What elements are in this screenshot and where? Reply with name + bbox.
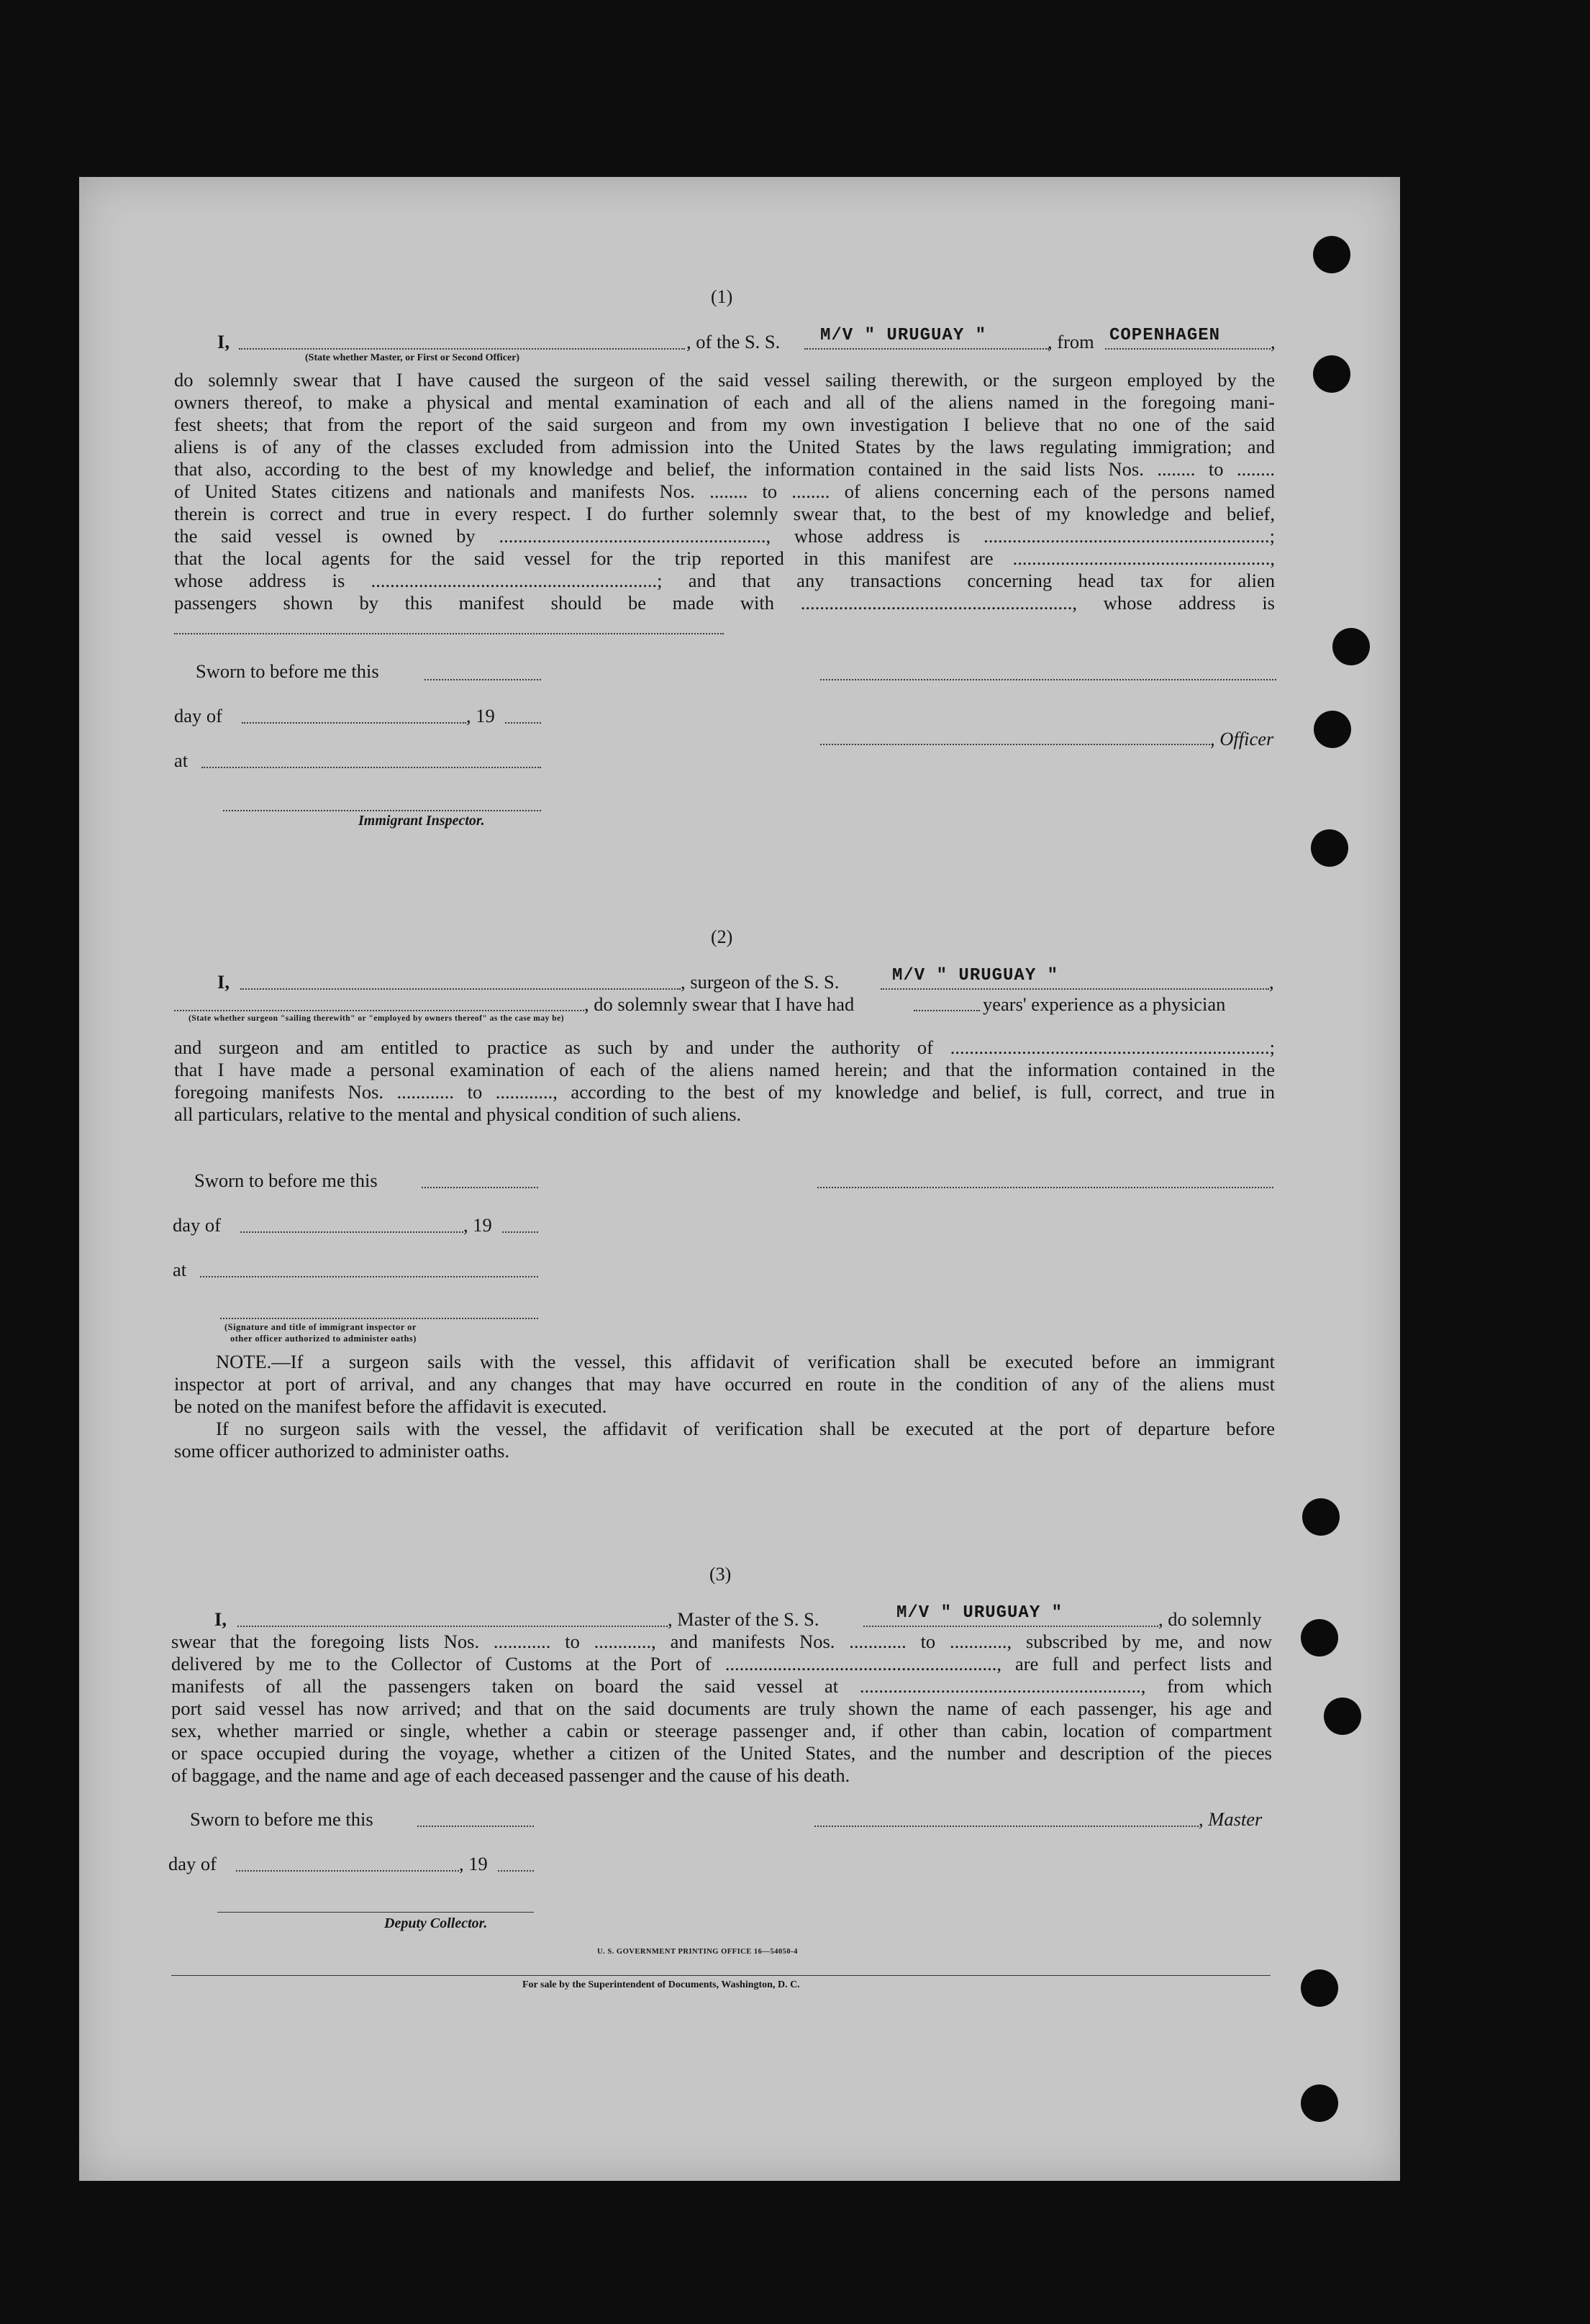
inspector-signature-line	[223, 810, 541, 811]
oath-line: passengers shown by this manifest should be made with ........................................................., whose address is	[174, 592, 1275, 614]
oath-line: of baggage, and the name and age of each deceased passenger and the cause of his death.	[171, 1764, 850, 1786]
year-line	[505, 722, 541, 724]
surgeon-status-note: (State whether surgeon "sailing therewith" or "employed by owners thereof" as the case may be)	[188, 1014, 565, 1023]
year-prefix: , 19	[466, 705, 495, 726]
section-3-number: (3)	[709, 1564, 732, 1585]
oath-line: all particulars, relative to the mental and physical condition of such aliens.	[174, 1103, 742, 1125]
sworn-date-line	[424, 679, 541, 680]
binder-hole	[1311, 829, 1348, 867]
trailing-comma: ,	[1271, 331, 1276, 352]
deputy-collector-label: Deputy Collector.	[384, 1915, 488, 1931]
trailing-comma: ,	[1269, 971, 1274, 993]
oath-line: owners thereof, to make a physical and mental examination of each and all of the aliens named in the foregoing mani-	[174, 391, 1275, 413]
oath-line: that I have made a personal examination of each of the aliens named herein; and that the information contained in the	[174, 1059, 1275, 1080]
section-1-number: (1)	[711, 286, 733, 307]
binder-hole	[1313, 355, 1350, 393]
at-label: at	[173, 1259, 187, 1280]
note-text	[174, 1351, 1275, 1462]
day-of-label: day of	[168, 1853, 217, 1874]
day-of-line	[240, 1231, 463, 1233]
master-name-line	[237, 1626, 668, 1627]
head-tax-address-line	[174, 633, 724, 634]
at-place-line	[200, 1276, 538, 1277]
binder-hole	[1314, 711, 1351, 748]
surgeon-status-line	[174, 1010, 584, 1011]
sworn-date-line	[422, 1187, 538, 1188]
oath-line: the said vessel is owned by ........................................................, whose address is ............................................................;	[174, 525, 1275, 547]
footer-rule	[171, 1975, 1271, 1976]
years-line	[914, 1010, 980, 1011]
sworn-date-line	[417, 1826, 534, 1827]
oath-line: do solemnly swear that I have caused the surgeon of the said vessel sailing therewith, or the surgeon employed by the	[174, 369, 1275, 391]
departure-port: COPENHAGEN	[1109, 326, 1221, 345]
vessel-name: M/V " URUGUAY "	[896, 1603, 1063, 1623]
section-2-oath-text	[174, 1036, 1275, 1126]
day-of-label: day of	[174, 705, 222, 726]
oath-line: manifests of all the passengers taken on board the said vessel at ..........................................................., from which	[171, 1675, 1272, 1697]
oath-line: sex, whether married or single, whether a cabin or steerage passenger and, if other than cabin, location of compartment	[171, 1720, 1272, 1741]
section-2-number: (2)	[711, 926, 733, 947]
officer-title-line	[820, 744, 1210, 745]
oath-line: delivered by me to the Collector of Customs at the Port of ........................................................., are full and perfect lists and	[171, 1653, 1272, 1674]
oath-line: or space occupied during the voyage, whether a citizen of the United States, and the number and description of the pieces	[171, 1742, 1272, 1764]
oath-line: whose address is ............................................................; and that any transactions concerning head tax for alien	[174, 570, 1275, 591]
do-solemnly-label: , do solemnly	[1158, 1608, 1262, 1630]
binder-hole	[1302, 1498, 1340, 1536]
sale-notice: For sale by the Superintendent of Documents, Washington, D. C.	[522, 1979, 800, 1990]
oath-pronoun: I,	[217, 331, 230, 352]
surgeon-signature-line	[817, 1187, 1273, 1188]
year-prefix: , 19	[463, 1214, 492, 1236]
sworn-label: Sworn to before me this	[190, 1808, 373, 1830]
vessel-name: M/V " URUGUAY "	[820, 326, 987, 345]
section-3-oath-text	[171, 1631, 1272, 1787]
sworn-label: Sworn to before me this	[194, 1170, 378, 1191]
vessel-name-line	[863, 1626, 1158, 1627]
surgeon-name-line	[240, 988, 681, 990]
section-1-oath-text	[174, 369, 1275, 614]
oath-line: port said vessel has now arrived; and that on the said documents are truly shown the name of each passenger, his age and	[171, 1698, 1272, 1719]
binder-hole	[1301, 1619, 1338, 1657]
oath-line: foregoing manifests Nos. ............ to ............, according to the best of my knowledge and belief, is full, correct, and true in	[174, 1081, 1275, 1103]
signature-title-note: other officer authorized to administer oaths)	[230, 1334, 417, 1344]
binder-hole	[1332, 628, 1370, 665]
master-of-label: , Master of the S. S.	[668, 1608, 819, 1630]
oath-line: and surgeon and am entitled to practice as such by and under the authority of ...................................................................;	[174, 1036, 1275, 1058]
at-place-line	[201, 767, 541, 768]
oath-pronoun: I,	[217, 971, 230, 993]
note-line: If no surgeon sails with the vessel, the affidavit of verification shall be executed at the port of departure before	[216, 1418, 1275, 1439]
note-line: inspector at port of arrival, and any changes that may have occurred en route in the condition of any of the aliens must	[174, 1373, 1275, 1395]
oath-line: fest sheets; that from the report of the said surgeon and from my own investigation I believe that no one of the said	[174, 414, 1275, 435]
swear-label: , do solemnly swear that I have had	[584, 993, 855, 1015]
note-line: some officer authorized to administer oaths.	[174, 1440, 510, 1462]
officer-signature-line	[820, 679, 1276, 680]
inspector-label: Immigrant Inspector.	[358, 813, 485, 829]
years-experience-label: years' experience as a physician	[983, 993, 1226, 1015]
day-of-line	[236, 1870, 459, 1872]
year-line	[498, 1870, 534, 1872]
officer-label: , Officer	[1210, 728, 1274, 749]
oath-line: aliens is of any of the classes excluded from admission into the United States by the laws regulating immigration; and	[174, 436, 1275, 457]
officer-name-line	[239, 348, 685, 350]
signature-title-note: (Signature and title of immigrant inspector or	[224, 1322, 417, 1332]
binder-hole	[1313, 236, 1350, 273]
vessel-name-line	[804, 348, 1049, 350]
oath-line: that the local agents for the said vessel for the trip reported in this manifest are ......................................................,	[174, 547, 1275, 569]
departure-port-line	[1105, 348, 1271, 350]
inspector-signature-line	[220, 1318, 538, 1319]
binder-hole	[1301, 2084, 1338, 2122]
oath-line: therein is correct and true in every respect. I do further solemnly swear that, to the best of my knowledge and belief,	[174, 503, 1275, 524]
master-signature-line	[814, 1826, 1199, 1827]
vessel-name: M/V " URUGUAY "	[892, 966, 1059, 985]
surgeon-of-label: , surgeon of the S. S.	[681, 971, 840, 993]
binder-hole	[1301, 1969, 1338, 2007]
oath-line: swear that the foregoing lists Nos. ............ to ............, and manifests Nos. ............ to ............, subscribed by me, and now	[171, 1631, 1272, 1652]
day-of-line	[242, 722, 466, 724]
oath-line: that also, according to the best of my knowledge and belief, the information contained in the said lists Nos. ........ to ........	[174, 458, 1275, 480]
binder-hole	[1324, 1698, 1361, 1735]
year-line	[502, 1231, 538, 1233]
vessel-name-line	[881, 988, 1269, 990]
oath-pronoun: I,	[214, 1608, 227, 1630]
year-prefix: , 19	[459, 1853, 488, 1874]
oath-line: of United States citizens and nationals and manifests Nos. ........ to ........ of aliens concerning each of the persons named	[174, 480, 1275, 502]
of-ss-label: , of the S. S.	[686, 331, 781, 352]
note-line: NOTE.—If a surgeon sails with the vessel, this affidavit of verification shall be executed before an immigrant	[216, 1351, 1275, 1372]
master-label: , Master	[1199, 1808, 1263, 1830]
note-line: be noted on the manifest before the affidavit is executed.	[174, 1395, 607, 1417]
sworn-label: Sworn to before me this	[196, 660, 379, 682]
officer-rank-note: (State whether Master, or First or Second Officer)	[305, 352, 520, 363]
printing-office-imprint: U. S. GOVERNMENT PRINTING OFFICE 16—54050-4	[597, 1948, 798, 1956]
at-label: at	[174, 749, 188, 771]
day-of-label: day of	[173, 1214, 221, 1236]
deputy-signature-line	[217, 1912, 534, 1913]
from-label: , from	[1048, 331, 1094, 352]
